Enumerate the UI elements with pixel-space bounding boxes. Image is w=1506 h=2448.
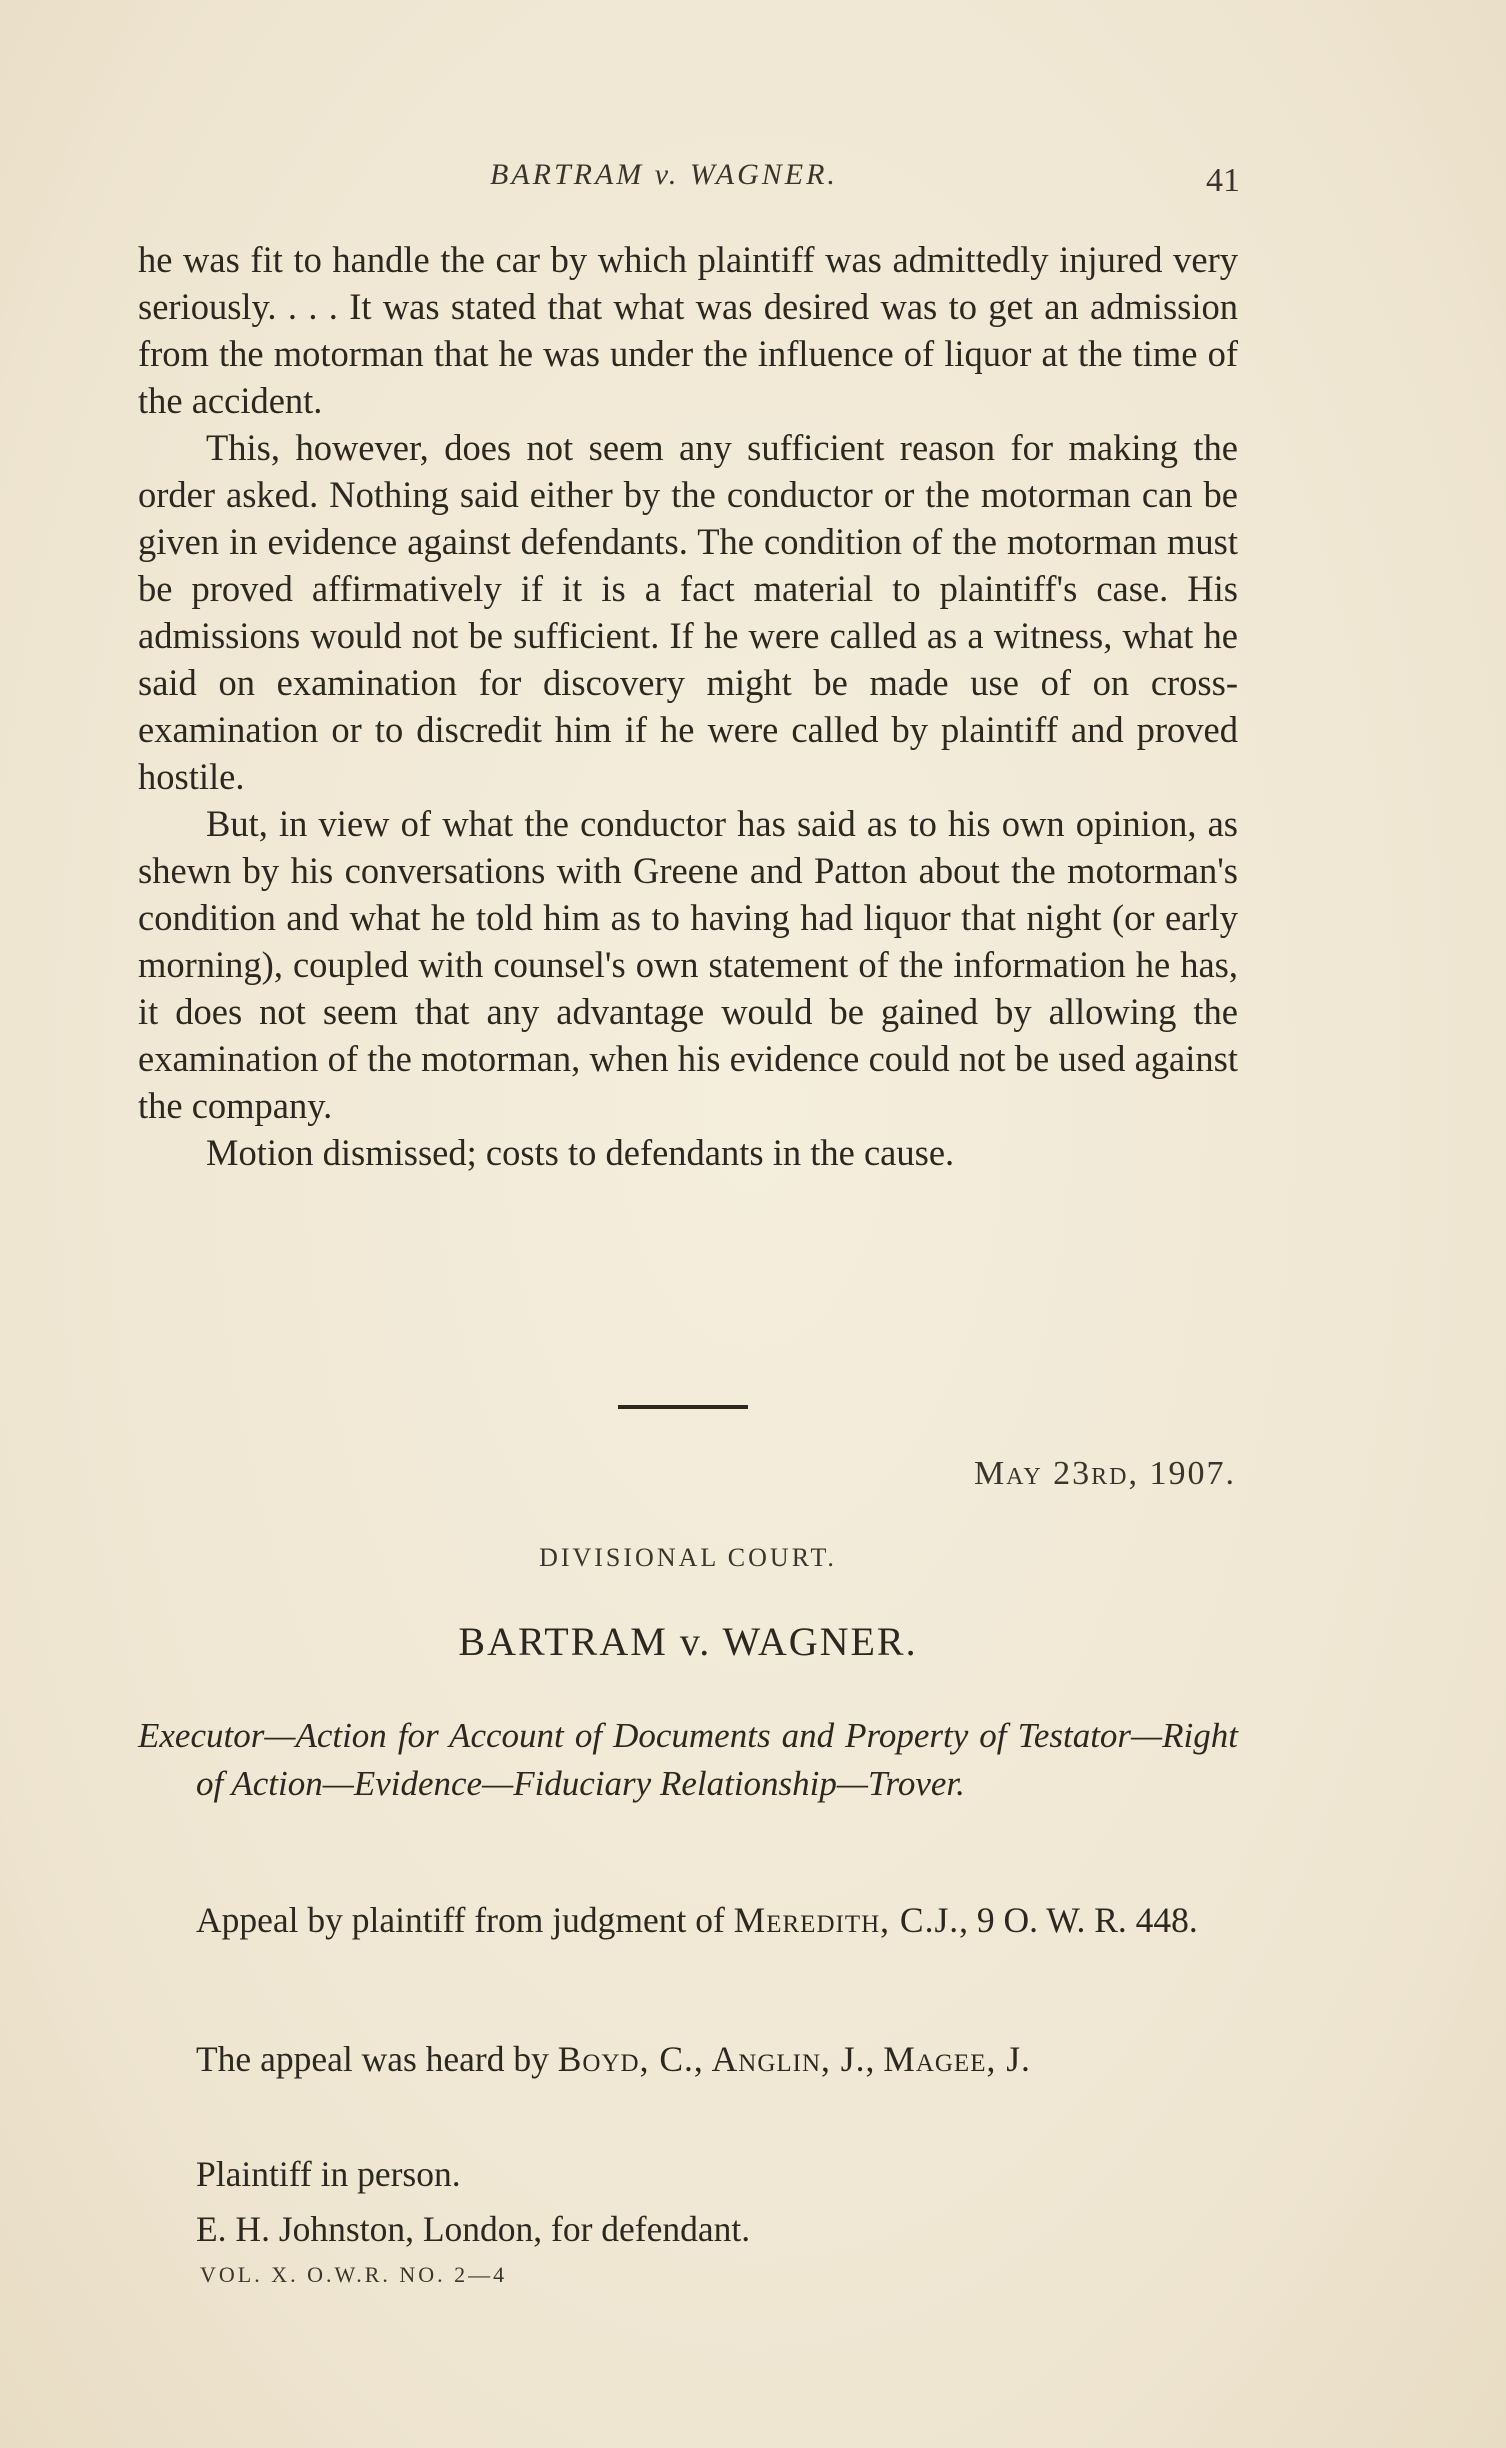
judge-name: Boyd, C. [557, 2039, 694, 2079]
appeal-prefix: Appeal by plaintiff from judgment of [196, 1900, 734, 1940]
page-number: 41 [1206, 162, 1240, 199]
paragraph: This, however, does not seem any sufficient reason for making the order asked. Nothing said either by the conductor or the motorman can be given in evidence against defendants. The condition of the motorman must be proved affirmatively if it is a fact material to plaintiff's case. His admissions would not be sufficient. If he were called as a witness, what he said on examination for discovery might be made use of on cross-examination or to discredit him if he were called by plaintiff and proved hostile. [138, 427, 1238, 797]
page-header [140, 158, 1240, 208]
signature-mark: VOL. X. O.W.R. NO. 2—4 [200, 2262, 508, 2287]
judge-name: Anglin, J. [711, 2039, 866, 2079]
defendant-counsel-text: E. H. Johnston, London, for defendant. [196, 2209, 751, 2249]
headnote: Executor—Action for Account of Documents and Property of Testator—Right of Action—Evidence—Fiduciary Relationship—Trover. [138, 1716, 1238, 1803]
section-divider [618, 1405, 748, 1409]
appeal-paragraph [138, 1896, 1238, 1944]
court-name: DIVISIONAL COURT. [539, 1543, 837, 1572]
heard-paragraph [138, 2035, 1238, 2083]
paragraph: Motion dismissed; costs to defendants in the cause. [206, 1132, 955, 1173]
separator: , [693, 2039, 712, 2079]
judge-name: Magee, J. [883, 2039, 1031, 2079]
previous-case-text [138, 236, 1238, 1176]
heard-prefix: The appeal was heard by [196, 2039, 558, 2079]
paragraph: But, in view of what the conductor has said as to his own opinion, as shewn by his conversations with Greene and Patton about the motorman's condition and what he told him as to having had liquor that night (or early morning), coupled with counsel's own statement of the information he has, it does not seem that any advantage would be gained by allowing the examination of the motorman, when his evidence could not be used against the company. [138, 803, 1238, 1126]
running-title: BARTRAM v. WAGNER. [490, 158, 838, 191]
plaintiff-counsel [138, 2150, 1238, 2198]
paragraph: he was fit to handle the car by which plaintiff was admittedly injured very seriously. . . . It was stated that what was desired was to get an admission from the motorman that he was under the influence of liquor at the time of the accident. [138, 239, 1238, 421]
judge-name: Meredith, C.J. [733, 1900, 960, 1940]
plaintiff-counsel-text: Plaintiff in person. [196, 2154, 461, 2194]
appeal-suffix: , 9 O. W. R. 448. [959, 1900, 1198, 1940]
separator: , [865, 2039, 884, 2079]
case-title: BARTRAM v. WAGNER. [458, 1619, 918, 1664]
decision-date: May 23rd, 1907. [973, 1455, 1236, 1492]
defendant-counsel [138, 2205, 1238, 2253]
